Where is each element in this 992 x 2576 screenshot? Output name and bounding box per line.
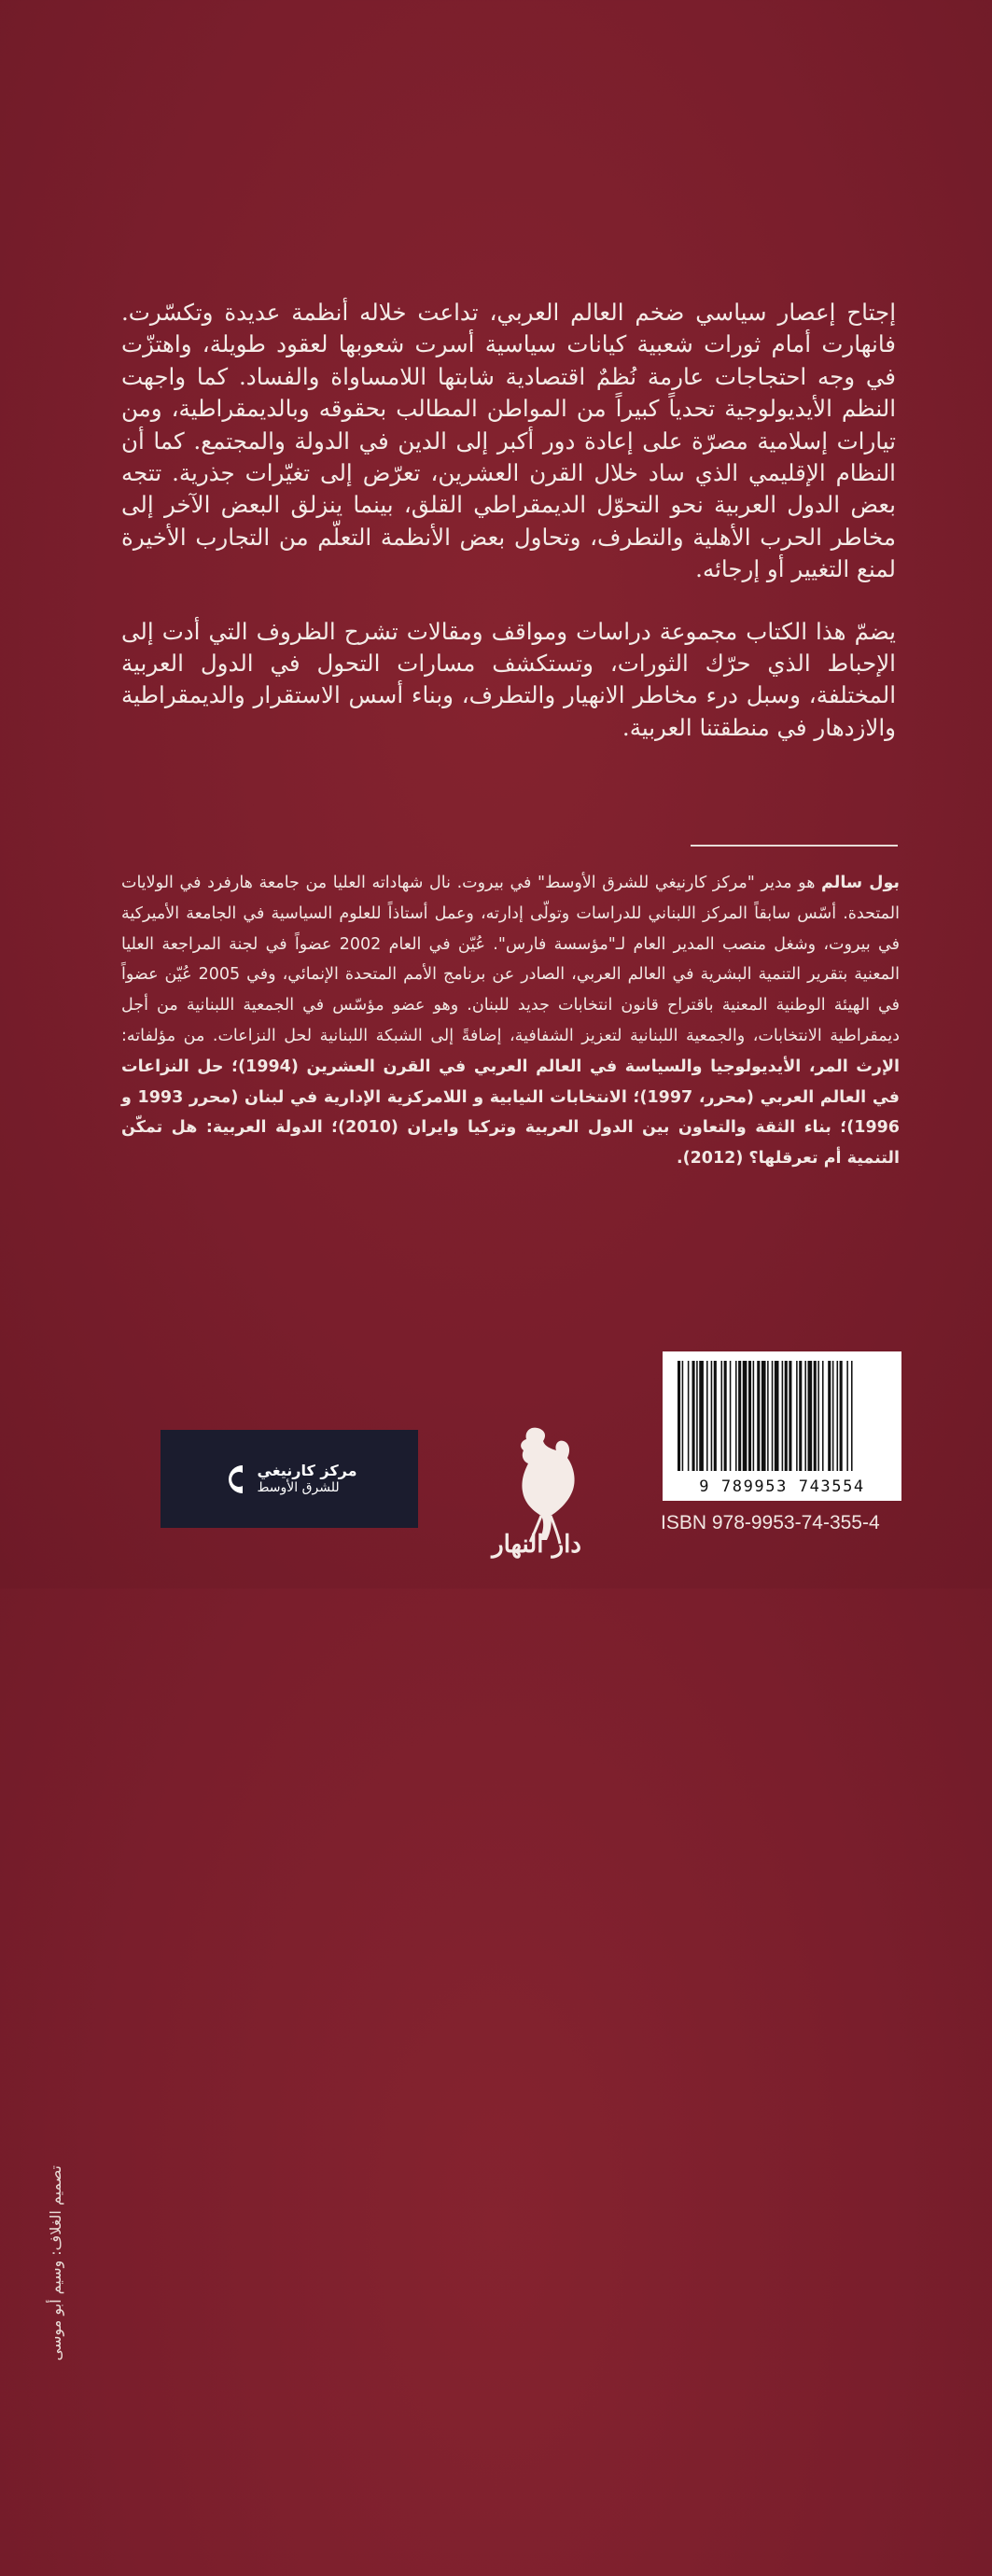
author-bio [121,868,900,1174]
carnegie-logo-line1: مركز كارنيغي [257,1461,357,1479]
carnegie-logo [161,1430,418,1528]
cover-design-credit: تصميم الغلاف: وسيم أبو موسى [47,2165,64,2361]
blurb-paragraph-2: يضمّ هذا الكتاب مجموعة دراسات ومواقف ومقالات تشرح الظروف التي أدت إلى الإحباط الذي حرّك الثورات، وتستكشف مسارات التحول في الدول العربية المختلفة، وسبل درء مخاطر الانهيار والتطرف، وبناء أسس الاستقرار والديمقراطية والازدهار في منطقتنا العربية. [121,617,896,741]
carnegie-logo-line2: للشرق الأوسط [257,1479,340,1495]
author-name: بول سالم [821,874,900,892]
publisher-name: دار النهار [492,1531,581,1559]
barcode-digits: 9 789953 743554 [663,1475,901,1499]
blurb-paragraph-1: إجتاح إعصار سياسي ضخم العالم العربي، تداعت خلاله أنظمة عديدة وتكسّرت. فانهارت أمام ثورات شعبية كيانات سياسية أسرت شعوبها لعقود طويلة، واهتزّت في وجه احتجاجات عارمة نُظمٌ اقتصادية شابتها اللامساواة والفساد. كما واجهت النظم الأيديولوجية تحدياً كبيراً من المواطن المطالب بحقوقه وبالديمقراطية، ومن تيارات إسلامية مصرّة على إعادة دور أكبر إلى الدين في الدولة والمجتمع. كما أن النظام الإقليمي الذي ساد خلال القرن العشرين، تعرّض إلى تغيّرات جذرية. تتجه بعض الدول العربية نحو التحوّل الديمقراطي القلق، بينما ينزلق البعض الآخر إلى مخاطر الحرب الأهلية والتطرف، وتحاول بعض الأنظمة التعلّم من التجارب الأخيرة لمنع التغيير أو إرجائه. [121,299,896,583]
blurb-text [121,297,896,744]
author-works: الإرث المر، الأيديولوجيا والسياسة في العالم العربي في القرن العشرين (1994)؛ حل النزاعات في العالم العربي (محرر، 1997)؛ الانتخابات النيابية و اللامركزية الإدارية في لبنان (محرر 1993 و 1996)؛ بناء الثقة والتعاون بين الدول العربية وتركيا وايران (2010)؛ الدولة العربية: هل تمكّن التنمية أم تعرقلها؟ (2012). [121,1057,900,1169]
section-divider [691,845,898,847]
author-bio-text: هو مدير "مركز كارنيغي للشرق الأوسط" في بيروت. نال شهاداته العليا من جامعة هارفرد في الولايات المتحدة. أسّس سابقاً المركز اللبناني للدراسات وتولّى إدارته، وعمل أستاذاً للعلوم السياسية في الجامعة الأميركية في بيروت، وشغل منصب المدير العام لـ"مؤسسة فارس". عُيّن في العام 2002 عضواً في لجنة المراجعة العليا المعنية بتقرير التنمية البشرية في العالم العربي، الصادر عن برنامج الأمم المتحدة الإنمائي، وفي 2005 عُيّن عضواً في الهيئة الوطنية المعنية باقتراح قانون انتخابات جديد للبنان. وهو عضو مؤسّس في الجمعية اللبنانية من أجل ديمقراطية الانتخابات، والجمعية اللبنانية لتعزيز الشفافية، إضافةً إلى الشبكة اللبنانية لحل النزاعات. من مؤلفاته: [121,874,900,1045]
isbn: ISBN 978-9953-74-355-4 [661,1512,880,1533]
carnegie-c-icon [222,1463,246,1496]
